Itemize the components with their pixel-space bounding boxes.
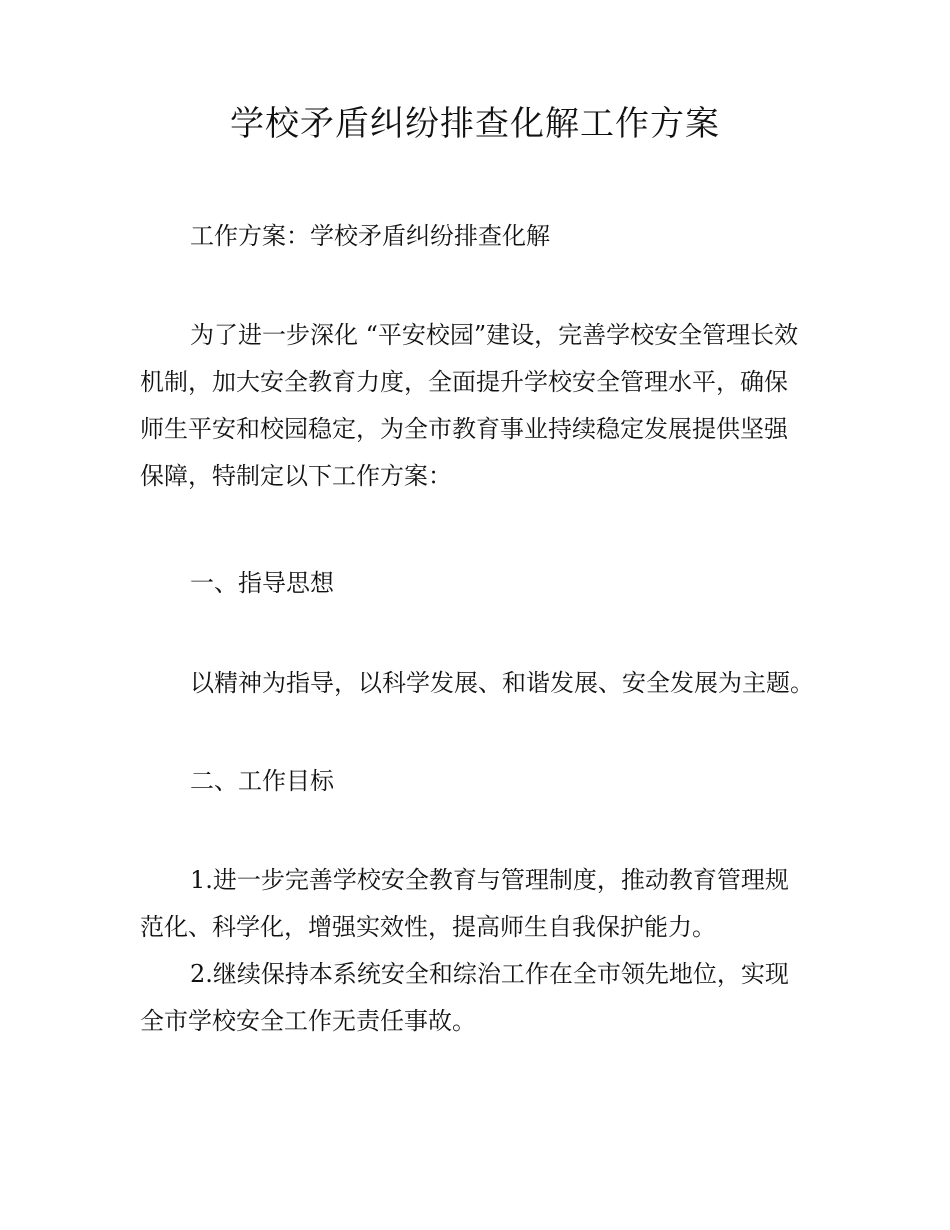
goal-line: 1.进一步完善学校安全教育与管理制度，推动教育管理规 <box>190 866 789 894</box>
section-heading: 一、指导思想 <box>190 569 334 597</box>
section1-body <box>140 660 830 707</box>
intro-line: 保障，特制定以下工作方案： <box>140 462 452 490</box>
goal-line: 范化、科学化，增强实效性，提高师生自我保护能力。 <box>140 913 716 941</box>
section2-heading <box>140 758 830 805</box>
intro-line: 为了进一步深化 “平安校园”建设，完善学校安全管理长效 <box>190 321 799 349</box>
goal-line: 全市学校安全工作无责任事故。 <box>140 1007 476 1035</box>
goal-line: 2.继续保持本系统安全和综治工作在全市领先地位，实现 <box>190 960 789 988</box>
subtitle-line: 工作方案：学校矛盾纠纷排查化解 <box>190 222 550 250</box>
goal-item-2 <box>140 951 830 1045</box>
intro-line: 机制，加大安全教育力度，全面提升学校安全管理水平，确保 <box>140 368 788 396</box>
document-subtitle <box>140 213 830 260</box>
intro-paragraph <box>140 312 830 500</box>
section-heading: 二、工作目标 <box>190 767 334 795</box>
goal-item-1 <box>140 857 830 951</box>
intro-line: 师生平安和校园稳定，为全市教育事业持续稳定发展提供坚强 <box>140 415 788 443</box>
section1-heading <box>140 560 830 607</box>
section-body-line: 以精神为指导，以科学发展、和谐发展、安全发展为主题。 <box>190 669 814 697</box>
document-title: 学校矛盾纠纷排查化解工作方案 <box>230 104 720 144</box>
